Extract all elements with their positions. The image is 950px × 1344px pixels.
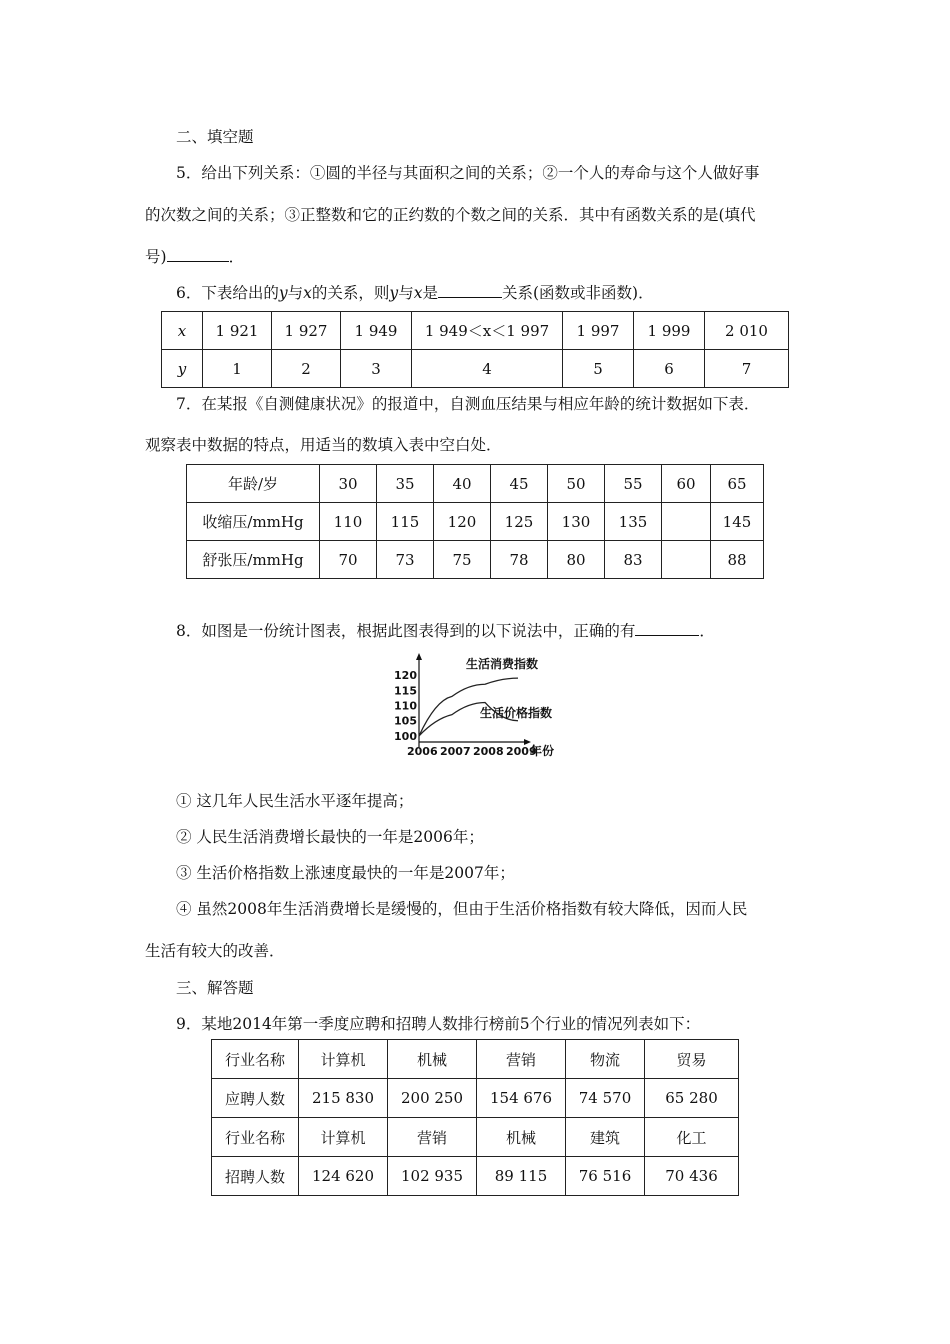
q6-table — [161, 311, 789, 388]
q5-line-1: 5．给出下列关系：①圆的半径与其面积之间的关系；②一个人的寿命与这个人做好事 — [176, 164, 760, 182]
q7-cell: 110 — [320, 503, 377, 541]
q6-row-label-y: y — [162, 350, 203, 388]
q7-header-cell: 65 — [711, 465, 764, 503]
q9-cell: 154 676 — [477, 1079, 566, 1118]
q5-line-2: 的次数之间的关系；③正整数和它的正约数的个数之间的关系．其中有函数关系的是(填代 — [145, 206, 756, 224]
q7-cell: 70 — [320, 541, 377, 579]
series-label-consumption: 生活消费指数 — [466, 657, 539, 671]
q5-text: 号) — [145, 248, 167, 266]
q9-cell: 89 115 — [477, 1157, 566, 1196]
q8-line-chart — [380, 652, 580, 760]
y-tick-label: 100 — [394, 729, 417, 743]
q8-statement-2: ② 人民生活消费增长最快的一年是2006年； — [176, 828, 484, 846]
q7-table — [186, 464, 764, 579]
q6-y-cell: 2 — [272, 350, 341, 388]
q9-stem: 9．某地2014年第一季度应聘和招聘人数排行榜前5个行业的情况列表如下： — [176, 1015, 701, 1033]
q7-header-cell: 60 — [662, 465, 711, 503]
q6-var-x: x — [303, 284, 312, 302]
y-tick-label: 110 — [394, 699, 417, 713]
series-label-price: 生活价格指数 — [480, 706, 553, 720]
q6-x-cell: 1 999 — [634, 312, 705, 350]
q6-x-cell: 1 927 — [272, 312, 341, 350]
q6-text-b: 与 — [287, 284, 304, 302]
q6-text-e: 是 — [422, 284, 438, 302]
q6-x-cell: 1 921 — [203, 312, 272, 350]
q7-cell: 145 — [711, 503, 764, 541]
q9-cell: 102 935 — [388, 1157, 477, 1196]
q9-cell: 200 250 — [388, 1079, 477, 1118]
q5-answer-blank[interactable] — [167, 247, 229, 262]
q7-row-label: 收缩压/mmHg — [187, 503, 320, 541]
x-tick-label: 2008 — [473, 745, 504, 758]
q6-y-cell: 3 — [341, 350, 412, 388]
q7-cell: 135 — [605, 503, 662, 541]
q6-y-cell: 1 — [203, 350, 272, 388]
q9-cell: 化工 — [645, 1118, 739, 1157]
x-tick-label: 2007 — [440, 745, 471, 758]
q6-x-cell: 1 949＜x＜1 997 — [412, 312, 563, 350]
section-heading-answer: 三、解答题 — [176, 979, 254, 997]
q7-header-cell: 40 — [434, 465, 491, 503]
q7-cell: 115 — [377, 503, 434, 541]
q9-cell: 计算机 — [299, 1118, 388, 1157]
q6-x-cell: 1 997 — [563, 312, 634, 350]
q7-cell: 78 — [491, 541, 548, 579]
q6-var-x2: x — [413, 284, 423, 302]
q9-cell: 建筑 — [566, 1118, 645, 1157]
q8-answer-blank[interactable] — [635, 621, 699, 636]
q7-header-cell: 55 — [605, 465, 662, 503]
q7-line-2: 观察表中数据的特点，用适当的数填入表中空白处． — [145, 436, 502, 454]
q9-cell: 215 830 — [299, 1079, 388, 1118]
q9-cell: 机械 — [388, 1040, 477, 1079]
q7-row-label: 舒张压/mmHg — [187, 541, 320, 579]
q7-cell: 73 — [377, 541, 434, 579]
q6-text-d: 与 — [398, 284, 414, 302]
q6-text-f: 关系(函数或非函数)． — [501, 284, 654, 302]
x-tick-label: 2009 — [506, 745, 537, 758]
q9-cell: 74 570 — [566, 1079, 645, 1118]
q7-blank-cell[interactable] — [662, 503, 711, 541]
y-tick-label: 105 — [394, 714, 417, 728]
q8-stem — [176, 620, 715, 642]
q6-y-cell: 5 — [563, 350, 634, 388]
q8-text: 8．如图是一份统计图表，根据此图表得到的以下说法中，正确的有 — [176, 622, 636, 640]
q9-cell: 营销 — [477, 1040, 566, 1079]
q6-x-cell: 1 949 — [341, 312, 412, 350]
q9-cell: 招聘人数 — [212, 1157, 299, 1196]
q7-header-cell: 年龄/岁 — [187, 465, 320, 503]
q6-y-cell: 4 — [412, 350, 563, 388]
q9-cell: 营销 — [388, 1118, 477, 1157]
q6-text-c: 的关系，则 — [311, 284, 390, 302]
q8-statement-3: ③ 生活价格指数上涨速度最快的一年是2007年； — [176, 864, 515, 882]
q7-header-cell: 45 — [491, 465, 548, 503]
q6-stem — [176, 282, 654, 304]
q8-statement-4: ④ 虽然2008年生活消费增长是缓慢的，但由于生活价格指数有较大降低，因而人民 — [176, 900, 748, 918]
q9-cell: 行业名称 — [212, 1040, 299, 1079]
q5-period: ． — [228, 248, 245, 266]
q7-cell: 83 — [605, 541, 662, 579]
q7-cell: 88 — [711, 541, 764, 579]
q6-var-y2: y — [389, 284, 399, 302]
q7-cell: 130 — [548, 503, 605, 541]
q9-cell: 计算机 — [299, 1040, 388, 1079]
q7-header-cell: 30 — [320, 465, 377, 503]
x-axis-label: 年份 — [530, 744, 555, 758]
q6-text-a: 6．下表给出的 — [176, 284, 279, 302]
q7-blank-cell[interactable] — [662, 541, 711, 579]
y-tick-label: 120 — [394, 669, 417, 683]
q6-answer-blank[interactable] — [438, 283, 502, 298]
q7-cell: 120 — [434, 503, 491, 541]
q9-cell: 物流 — [566, 1040, 645, 1079]
q6-x-cell: 2 010 — [705, 312, 789, 350]
q9-cell: 65 280 — [645, 1079, 739, 1118]
q6-var-y: y — [278, 284, 288, 302]
q8-statement-4-cont: 生活有较大的改善． — [145, 942, 285, 960]
section-heading-fill-in: 二、填空题 — [176, 128, 254, 146]
q9-cell: 70 436 — [645, 1157, 739, 1196]
y-tick-label: 115 — [394, 684, 417, 698]
q9-cell: 124 620 — [299, 1157, 388, 1196]
q7-cell: 75 — [434, 541, 491, 579]
q9-table — [211, 1039, 739, 1196]
y-axis-arrow — [416, 653, 422, 660]
q8-period: ． — [699, 622, 715, 640]
q9-cell: 应聘人数 — [212, 1079, 299, 1118]
q7-cell: 125 — [491, 503, 548, 541]
x-tick-label: 2006 — [407, 745, 438, 758]
q6-y-cell: 7 — [705, 350, 789, 388]
q9-cell: 76 516 — [566, 1157, 645, 1196]
q9-cell: 行业名称 — [212, 1118, 299, 1157]
q5-line-3 — [145, 246, 244, 268]
q7-header-cell: 50 — [548, 465, 605, 503]
q6-row-label-x: x — [162, 312, 203, 350]
q7-header-cell: 35 — [377, 465, 434, 503]
q7-cell: 80 — [548, 541, 605, 579]
q7-line-1: 7．在某报《自测健康状况》的报道中，自测血压结果与相应年龄的统计数据如下表． — [176, 395, 760, 413]
q6-y-cell: 6 — [634, 350, 705, 388]
q8-statement-1: ① 这几年人民生活水平逐年提高； — [176, 792, 414, 810]
q9-cell: 机械 — [477, 1118, 566, 1157]
q9-cell: 贸易 — [645, 1040, 739, 1079]
